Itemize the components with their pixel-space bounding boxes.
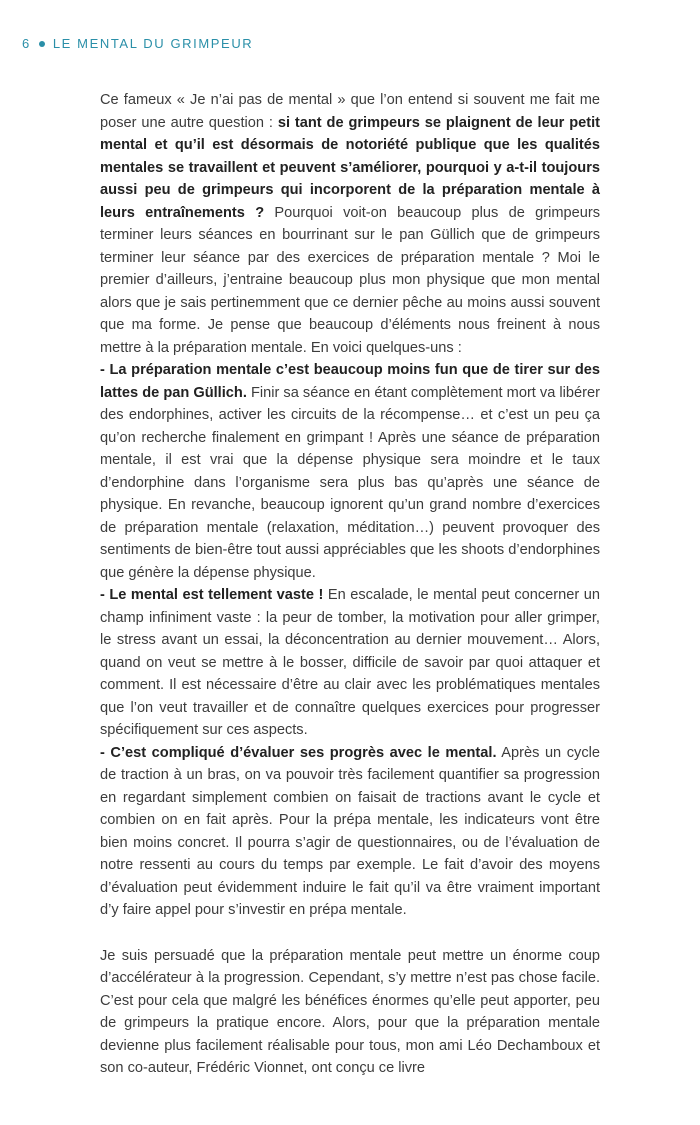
intro-question: si tant de grimpeurs se plaignent de leur petit mental et qu’il est désormais de notoriété publique que les qualités mentales se travaillent et peuvent s’améliorer, pourquoi y a-t-il toujours aussi peu de grimpeurs qui incorporent de la préparation mentale à leurs entraînements ? bbox=[100, 114, 600, 221]
point-fun-heading: - La préparation mentale c’est beaucoup moins fun que de tirer sur des lattes de pan Güllich. bbox=[100, 362, 600, 401]
point-progress-heading: - C’est compliqué d’évaluer ses progrès avec le mental. bbox=[100, 744, 497, 761]
closing-paragraph: Je suis persuadé que la préparation mentale peut mettre un énorme coup d’accélérateur à la progression. Cependant, s’y mettre n’est pas chose facile. C’est pour cela que malgré les bénéfices énormes qu’elle peut apporter, peu de grimpeurs la pratique encore. Alors, pour que la préparation mentale devienne plus facilement réalisable pour tous, mon ami Léo Dechamboux et son co-auteur, Frédéric Vionnet, ont conçu ce livre bbox=[100, 947, 600, 1076]
intro-text-a: Ce fameux « Je n’ai pas de mental » que l’on entend si souvent me fait me poser une autre question : bbox=[100, 92, 600, 131]
point-vast-heading: - Le mental est tellement vaste ! bbox=[100, 587, 324, 603]
bullet-dot-icon bbox=[39, 41, 45, 47]
intro-paragraph bbox=[100, 89, 600, 359]
point-progress-text: Après un cycle de traction à un bras, on va pouvoir très facilement quantifier sa progression en regardant simplement combien on faisait de tractions avant le cycle et combien on en fait après. Pour la prépa mentale, les indicateurs vont être bien moins concret. Il pourra s’agir de questionnaires, ou de l’évaluation de notre ressenti au cours du temps par exemple. Le fait d’avoir des moyens d’évaluation peut évidemment induire le fait qu’il va être vraiment important d’y faire appel pour s’investir en prépa mentale. bbox=[100, 744, 600, 918]
body-text bbox=[100, 89, 600, 1080]
point-fun bbox=[100, 359, 600, 584]
page-number: 6 bbox=[22, 36, 31, 51]
paragraph-gap bbox=[100, 922, 600, 945]
point-vast bbox=[100, 584, 600, 742]
intro-text-b: Pourquoi voit-on beaucoup plus de grimpeurs terminer leurs séances en bourrinant sur le pan Güllich que de grimpeurs terminer leur séance par des exercices de préparation mentale ? Moi le premier d’ailleurs, j’entraine beaucoup plus mon physique que mon mental alors que je sais pertinemment que ce dernier pêche au moins aussi souvent que ma forme. Je pense que beaucoup d’éléments nous freinent à nous mettre à la préparation mentale. En voici quelques-uns : bbox=[100, 204, 600, 356]
point-fun-text: Finir sa séance en étant complètement mort va libérer des endorphines, activer les circuits de la récompense… et c’est un peu ça qu’on recherche finalement en grimpant ! Après une séance de préparation mentale, il est vrai que la dépense physique sera moindre et le taux d’endorphine dans l’organisme sera plus bas qu’après une séance de physique. En revanche, beaucoup ignorent qu’un grand nombre d’exercices de préparation mentale (relaxation, méditation…) peuvent provoquer des sentiments de bien-être tout aussi appréciables que les shoots d’endorphines que génère la dépense physique. bbox=[100, 384, 600, 581]
book-title: LE MENTAL DU GRIMPEUR bbox=[52, 36, 254, 51]
running-head bbox=[22, 36, 253, 51]
point-vast-text: En escalade, le mental peut concerner un champ infiniment vaste : la peur de tomber, la motivation pour aller grimper, le stress avant un essai, la déconcentration au dernier mouvement… Alors, quand on veut se mettre à le bosser, difficile de savoir par quoi attaquer et comment. Il est nécessaire d’être au clair avec les problématiques mentales que l’on veut travailler et de connaître quelques exercices pour progresser spécifiquement sur ces aspects. bbox=[100, 587, 600, 738]
point-progress bbox=[100, 742, 600, 922]
